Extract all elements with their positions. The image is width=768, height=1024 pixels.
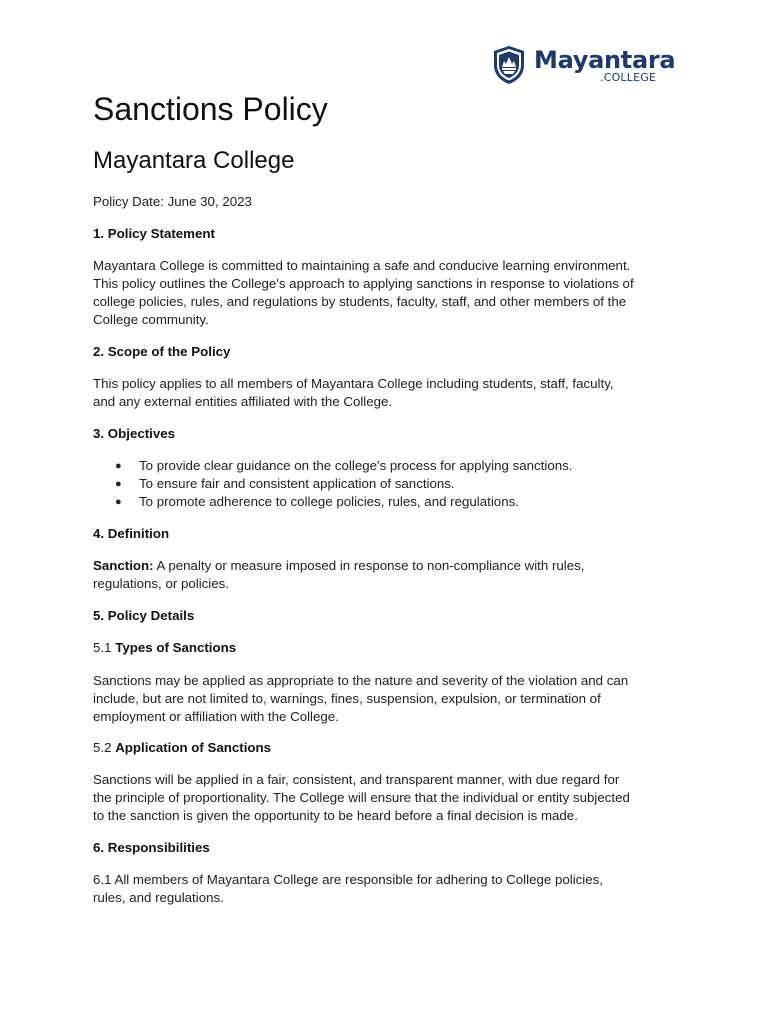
policy-date: Policy Date: June 30, 2023 xyxy=(93,194,252,209)
definition-text xyxy=(93,557,673,593)
definition-term: Sanction: xyxy=(93,558,154,573)
responsibilities-text xyxy=(93,871,673,907)
text-line: Mayantara College is committed to maintaining a safe and conducive learning environment. xyxy=(93,258,631,273)
definition-body: A penalty or measure imposed in response to non-compliance with rules, xyxy=(153,558,585,573)
logo-suffix: .COLLEGE xyxy=(600,71,657,84)
text-line: to the sanction is given the opportunity to be heard before a final decision is made. xyxy=(93,808,578,823)
list-item: ● To ensure fair and consistent application of sanctions. xyxy=(115,476,455,491)
section-heading-objectives: 3. Objectives xyxy=(93,426,176,441)
bullet-icon: ● xyxy=(115,496,122,508)
shield-crest-icon xyxy=(492,45,526,85)
text-line: This policy applies to all members of Mayantara College including students, staff, faculty, xyxy=(93,376,614,391)
objectives-list xyxy=(115,457,675,511)
section-heading-scope: 2. Scope of the Policy xyxy=(93,344,231,359)
text-line: 6.1 All members of Mayantara College are responsible for adhering to College policies, xyxy=(93,872,603,887)
college-logo xyxy=(492,45,676,87)
text-line: and any external entities affiliated with the College. xyxy=(93,394,393,409)
scope-text xyxy=(93,375,673,411)
text-line: This policy outlines the College's approach to applying sanctions in response to violations of xyxy=(93,276,634,291)
bullet-icon: ● xyxy=(115,478,122,490)
text-line: regulations, or policies. xyxy=(93,576,229,591)
section-heading-responsibilities: 6. Responsibilities xyxy=(93,840,210,855)
text-line xyxy=(93,557,673,575)
logo-wordmark: Mayantara xyxy=(534,46,676,74)
text-line: rules, and regulations. xyxy=(93,890,224,905)
bullet-icon: ● xyxy=(115,460,122,472)
text-line: College community. xyxy=(93,312,209,327)
text-line: college policies, rules, and regulations by students, faculty, staff, and other members of the xyxy=(93,294,627,309)
application-text xyxy=(93,771,673,825)
section-heading-policy-details: 5. Policy Details xyxy=(93,608,195,623)
subsection-heading-types: 5.1 Types of Sanctions xyxy=(93,640,237,655)
subsection-heading-application: 5.2 Application of Sanctions xyxy=(93,740,272,755)
text-line: the principle of proportionality. The College will ensure that the individual or entity subjected xyxy=(93,790,630,805)
section-heading-definition: 4. Definition xyxy=(93,526,170,541)
section-heading-policy-statement: 1. Policy Statement xyxy=(93,226,215,241)
page-subtitle: Mayantara College xyxy=(93,147,295,174)
text-line: Sanctions will be applied in a fair, consistent, and transparent manner, with due regard for xyxy=(93,772,620,787)
policy-statement-text xyxy=(93,257,673,329)
page-title: Sanctions Policy xyxy=(93,91,328,127)
text-line: include, but are not limited to, warnings, fines, suspension, expulsion, or termination of xyxy=(93,691,601,706)
types-text xyxy=(93,672,673,726)
list-item: ● To provide clear guidance on the college's process for applying sanctions. xyxy=(115,458,573,473)
text-line: Sanctions may be applied as appropriate to the nature and severity of the violation and can xyxy=(93,673,629,688)
list-item: ● To promote adherence to college policies, rules, and regulations. xyxy=(115,494,519,509)
text-line: employment or affiliation with the College. xyxy=(93,709,339,724)
